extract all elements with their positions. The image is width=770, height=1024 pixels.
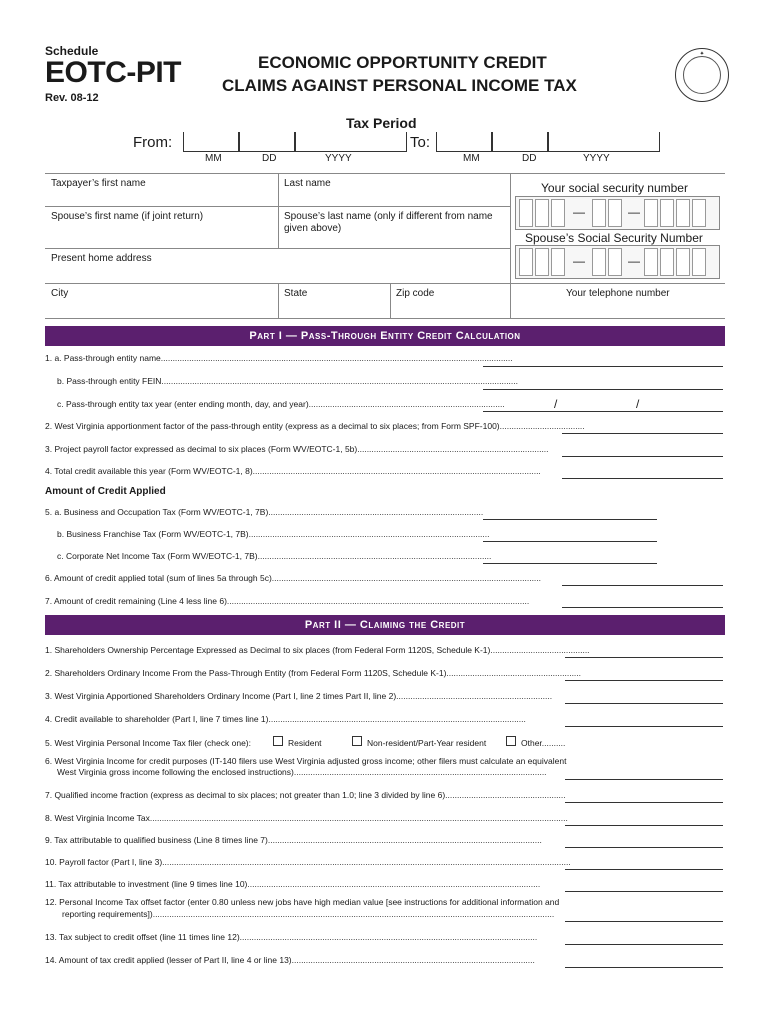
part2-line-6b: West Virginia gross income following the enclosed instructions)...........................................................................................................	[57, 767, 547, 777]
revision: Rev. 08-12	[45, 92, 99, 104]
tax-period-title: Tax Period	[346, 115, 417, 131]
spouse-first-name-field[interactable]: Spouse’s first name (if joint return)	[51, 211, 204, 222]
ssn-label: Your social security number	[541, 181, 688, 195]
part2-header: Part II — Claiming the Credit	[45, 615, 725, 635]
amount-credit-heading: Amount of Credit Applied	[45, 486, 166, 497]
spouse-ssn-field[interactable]: — —	[515, 245, 720, 279]
ssn-field[interactable]: — —	[515, 196, 720, 230]
schedule-label: Schedule	[45, 44, 99, 58]
part2-line-12-answer[interactable]	[565, 921, 723, 922]
to-month-field[interactable]	[436, 132, 492, 152]
part2-line-4: 4. Credit available to shareholder (Part I, line 7 times line 1).............................................................................................................	[45, 714, 526, 724]
to-day-field[interactable]	[492, 132, 548, 152]
grid-divider	[45, 173, 725, 174]
other-label: Other..........	[521, 738, 566, 748]
city-field[interactable]: City	[51, 288, 69, 299]
part2-line-9-answer[interactable]	[565, 847, 723, 848]
date-slash: /	[636, 397, 640, 411]
part2-line-3: 3. West Virginia Apportioned Shareholders Ordinary Income (Part I, line 2 times Part II, line 2)..................................................................	[45, 691, 553, 701]
part2-line-1: 1. Shareholders Ownership Percentage Expressed as Decimal to six places (from Federal Form 1120S, Schedule K-1)..........................................	[45, 645, 590, 655]
resident-label: Resident	[288, 738, 322, 748]
from-year-field[interactable]	[295, 132, 407, 152]
to-mm-label: MM	[463, 153, 480, 164]
part2-line-9: 9. Tax attributable to qualified business (Line 8 times line 7)....................................................................................................................	[45, 835, 542, 845]
grid-divider	[390, 283, 391, 318]
part1-line-1c-answer[interactable]	[483, 411, 723, 412]
to-yyyy-label: YYYY	[583, 153, 610, 164]
part1-line-1a-answer[interactable]	[483, 366, 723, 367]
nonresident-label: Non-resident/Part-Year resident	[367, 738, 487, 748]
grid-divider	[45, 283, 725, 284]
part1-line-5b: b. Business Franchise Tax (Form WV/EOTC-1, 7B)......................................................................................................	[57, 529, 490, 539]
part1-line-5c: c. Corporate Net Income Tax (Form WV/EOTC-1, 7B)...................................................................................................	[57, 551, 492, 561]
part1-line-3: 3. Project payroll factor expressed as decimal to six places (Form WV/EOTC-1, 5b).................................................................................	[45, 444, 549, 454]
from-day-field[interactable]	[239, 132, 295, 152]
part2-line-13-answer[interactable]	[565, 944, 723, 945]
form-title-line2: CLAIMS AGAINST PERSONAL INCOME TAX	[222, 76, 577, 95]
part2-line-12b: reporting requirements])..........................................................................................................................................................................	[62, 909, 555, 919]
grid-divider	[278, 173, 279, 248]
last-name-field[interactable]: Last name	[284, 178, 331, 189]
state-field[interactable]: State	[284, 288, 308, 299]
zip-field[interactable]: Zip code	[396, 288, 435, 299]
part2-line-2-answer[interactable]	[565, 680, 723, 681]
part1-line-3-answer[interactable]	[562, 456, 723, 457]
part2-line-3-answer[interactable]	[565, 703, 723, 704]
other-checkbox[interactable]	[506, 736, 516, 746]
part2-line-4-answer[interactable]	[565, 726, 723, 727]
part2-line-1-answer[interactable]	[565, 657, 723, 658]
part1-line-4-answer[interactable]	[562, 478, 723, 479]
form-title-line1: ECONOMIC OPPORTUNITY CREDIT	[258, 53, 547, 72]
from-mm-label: MM	[205, 153, 222, 164]
spouse-last-name-field[interactable]: Spouse’s last name (only if different from name given above)	[284, 211, 493, 234]
date-slash: /	[554, 397, 558, 411]
part1-line-1a: 1. a. Pass-through entity name.....................................................................................................................................................	[45, 353, 513, 363]
grid-divider	[45, 248, 510, 249]
spouse-ssn-label: Spouse’s Social Security Number	[525, 231, 703, 245]
part1-line-5b-answer[interactable]	[483, 541, 657, 542]
form-id: EOTC-PIT	[45, 56, 181, 89]
to-label: To:	[410, 134, 431, 151]
part2-line-10: 10. Payroll factor (Part I, line 3).............................................................................................................................................................................	[45, 857, 571, 867]
part1-line-4: 4. Total credit available this year (Form WV/EOTC-1, 8)..........................................................................................................................	[45, 466, 541, 476]
part2-line-7-answer[interactable]	[565, 802, 723, 803]
part2-line-14-answer[interactable]	[565, 967, 723, 968]
part2-line-5: 5. West Virginia Personal Income Tax filer (check one):	[45, 738, 251, 748]
part1-line-6-answer[interactable]	[562, 585, 723, 586]
part1-line-1c: c. Pass-through entity tax year (enter ending month, day, and year)...................................................................................	[57, 399, 505, 409]
part2-line-14: 14. Amount of tax credit applied (lesser of Part II, line 4 or line 13).......................................................................................................	[45, 955, 535, 965]
state-seal-logo: ✦	[675, 48, 729, 102]
part2-line-2: 2. Shareholders Ordinary Income From the Pass-Through Entity (from Federal Form 1120S, Schedule K-1).........................................................	[45, 668, 582, 678]
grid-divider	[510, 173, 511, 318]
part1-line-6: 6. Amount of credit applied total (sum of lines 5a through 5c)..................................................................................................................	[45, 573, 542, 583]
part1-line-2-answer[interactable]	[562, 433, 723, 434]
part2-line-11-answer[interactable]	[565, 891, 723, 892]
part1-line-1b: b. Pass-through entity FEIN.......................................................................................................................................................	[57, 376, 519, 386]
nonresident-checkbox[interactable]	[352, 736, 362, 746]
to-dd-label: DD	[522, 153, 537, 164]
from-dd-label: DD	[262, 153, 277, 164]
part1-line-2: 2. West Virginia apportionment factor of the pass-through entity (express as a decimal to six places; from Form SPF-100)....................................	[45, 421, 585, 431]
part1-line-7-answer[interactable]	[562, 607, 723, 608]
part2-line-10-answer[interactable]	[565, 869, 723, 870]
first-name-field[interactable]: Taxpayer’s first name	[51, 178, 146, 189]
resident-checkbox[interactable]	[273, 736, 283, 746]
part1-line-7: 7. Amount of credit remaining (Line 4 less line 6)................................................................................................................................	[45, 596, 530, 606]
part1-line-5a-answer[interactable]	[483, 519, 657, 520]
part2-line-8: 8. West Virginia Income Tax.................................................................................................................................................................................	[45, 813, 568, 823]
part2-line-11: 11. Tax attributable to investment (line 9 times line 10)............................................................................................................................	[45, 879, 541, 889]
part1-line-5c-answer[interactable]	[483, 563, 657, 564]
part2-line-7: 7. Qualified income fraction (express as decimal to six places; not greater than 1.0; line 3 divided by line 6)...................................................	[45, 790, 566, 800]
from-month-field[interactable]	[183, 132, 239, 152]
part1-header: Part I — Pass-Through Entity Credit Calculation	[45, 326, 725, 346]
part2-line-12a: 12. Personal Income Tax offset factor (enter 0.80 unless new jobs have high median value [see instructions for additional information and	[45, 897, 560, 907]
address-field[interactable]: Present home address	[51, 253, 152, 264]
part2-line-8-answer[interactable]	[565, 825, 723, 826]
part1-line-1b-answer[interactable]	[483, 389, 723, 390]
part1-line-5a: 5. a. Business and Occupation Tax (Form WV/EOTC-1, 7B)...........................................................................................	[45, 507, 484, 517]
part2-line-13: 13. Tax subject to credit offset (line 11 times line 12)..............................................................................................................................	[45, 932, 538, 942]
from-label: From:	[133, 134, 173, 151]
part2-line-6-answer[interactable]	[565, 779, 723, 780]
part2-line-6a: 6. West Virginia Income for credit purposes (IT-140 filers use West Virginia adjusted gross income; other filers must calculate an equivalent	[45, 756, 567, 766]
grid-divider	[278, 283, 279, 318]
to-year-field[interactable]	[548, 132, 660, 152]
phone-field[interactable]: Your telephone number	[566, 288, 670, 299]
grid-divider	[45, 318, 725, 319]
from-yyyy-label: YYYY	[325, 153, 352, 164]
